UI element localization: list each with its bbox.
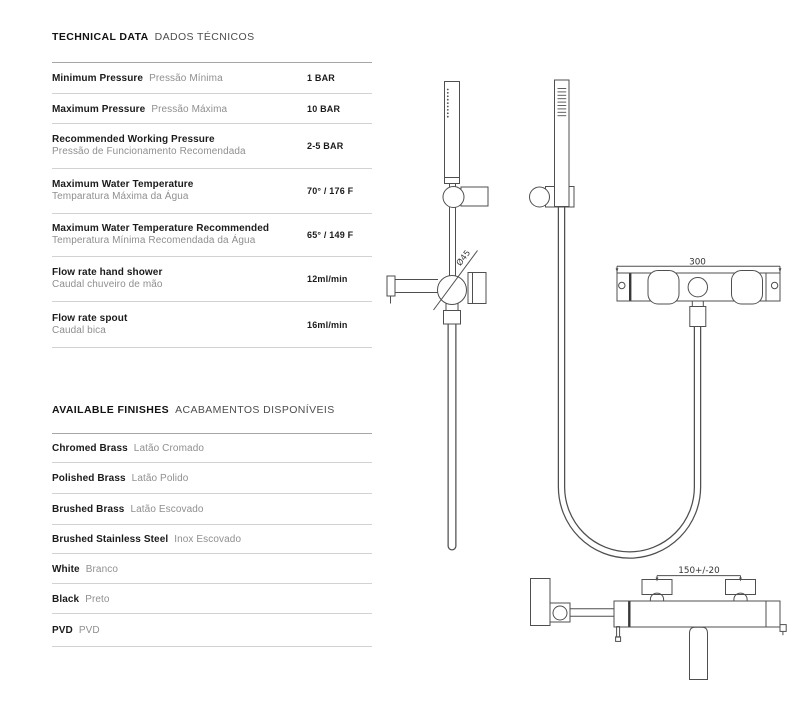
table-row: [52, 169, 372, 214]
list-item: [52, 463, 372, 494]
available-finishes-table: [52, 433, 372, 647]
spec-label-pt: Pressão Mínima: [149, 73, 223, 84]
spec-label-pt: Temparatura Máxima da Água: [52, 191, 189, 202]
finish-label: [52, 441, 372, 455]
spec-label: [52, 102, 307, 116]
technical-data-title-pt: DADOS TÉCNICOS: [154, 31, 255, 43]
spec-value: 16ml/min: [307, 319, 348, 330]
finish-label-pt: Preto: [85, 593, 110, 605]
finish-label: [52, 623, 372, 637]
spec-label-en: Maximum Water Temperature Recommended: [52, 223, 270, 234]
drawing-bar-top-view: [616, 258, 782, 327]
available-finishes-title-pt: ACABAMENTOS DISPONÍVEIS: [175, 404, 335, 416]
finish-label: [52, 532, 372, 546]
dimension-label-bar-width: 300: [689, 257, 706, 268]
finish-label-pt: Branco: [85, 563, 119, 575]
dimension-label-inlet-spacing: 150+/-20: [678, 566, 720, 576]
spec-value: 10 BAR: [307, 103, 341, 114]
spec-label-en: Flow rate hand shower: [52, 267, 163, 278]
list-item: [52, 584, 372, 614]
finish-label-pt: Inox Escovado: [174, 534, 242, 545]
drawing-handshower-holder-side: [530, 80, 698, 555]
list-item: [52, 434, 372, 463]
spec-label-pt: Pressão Máxima: [151, 103, 228, 115]
spec-label: [52, 71, 307, 85]
finish-label-en: White: [52, 563, 80, 575]
spec-label-en: Maximum Pressure: [52, 103, 146, 115]
finish-label-pt: Latão Polido: [131, 473, 189, 484]
finish-label-pt: PVD: [78, 625, 100, 636]
drawing-mixer-front-view: [531, 566, 787, 680]
spec-label-pt: Pressão de Funcionamento Recomendada: [52, 146, 246, 157]
list-item: [52, 525, 372, 554]
spec-value: 65° / 149 F: [307, 230, 354, 240]
finish-label-en: Brushed Stainless Steel: [52, 534, 169, 545]
table-row: [52, 302, 372, 348]
spec-label-pt: Caudal chuveiro de mão: [52, 279, 163, 290]
list-item: [52, 494, 372, 525]
finish-label-en: Black: [52, 593, 80, 605]
finish-label: [52, 562, 372, 576]
spec-label-pt: Caudal bica: [52, 324, 106, 336]
technical-drawings: [380, 55, 800, 705]
spec-label: [52, 134, 307, 158]
technical-data-header: [52, 31, 255, 43]
dimension-label-valve-diameter: Ø45: [453, 247, 473, 268]
table-row: [52, 124, 372, 169]
finish-label: [52, 502, 372, 516]
table-row: [52, 257, 372, 302]
drawing-shower-set-front: [387, 82, 488, 547]
spec-label: [52, 179, 307, 203]
list-item: [52, 554, 372, 584]
dimension-300: [616, 258, 782, 273]
available-finishes-header: [52, 404, 335, 416]
finish-label-en: PVD: [52, 625, 73, 636]
list-item: [52, 614, 372, 647]
spray-dots: [447, 89, 449, 118]
table-row: [52, 63, 372, 94]
finish-label-en: Polished Brass: [52, 473, 126, 484]
finish-label: [52, 471, 372, 485]
spec-value: 70° / 176 F: [307, 186, 354, 196]
spec-value: 2-5 BAR: [307, 141, 344, 151]
spec-value: 1 BAR: [307, 73, 336, 83]
spec-label-pt: Temperatura Mínima Recomendada da Água: [52, 235, 256, 246]
finish-label-pt: Latão Escovado: [130, 504, 204, 515]
spec-label-en: Maximum Water Temperature: [52, 179, 194, 190]
spec-label: [52, 267, 307, 291]
table-row: [52, 94, 372, 124]
finish-label-en: Brushed Brass: [52, 504, 125, 515]
spec-label: [52, 313, 307, 337]
available-finishes-title-en: AVAILABLE FINISHES: [52, 404, 170, 416]
spec-label: [52, 223, 307, 247]
finish-label-en: Chromed Brass: [52, 443, 128, 454]
spec-label-en: Recommended Working Pressure: [52, 134, 215, 145]
table-row: [52, 214, 372, 257]
spec-value: 12ml/min: [307, 274, 348, 284]
finish-label: [52, 592, 372, 606]
spec-label-en: Flow rate spout: [52, 312, 128, 324]
finish-label-pt: Latão Cromado: [133, 443, 205, 454]
spec-label-en: Minimum Pressure: [52, 73, 144, 84]
technical-data-title-en: TECHNICAL DATA: [52, 31, 149, 43]
technical-data-table: [52, 62, 372, 348]
